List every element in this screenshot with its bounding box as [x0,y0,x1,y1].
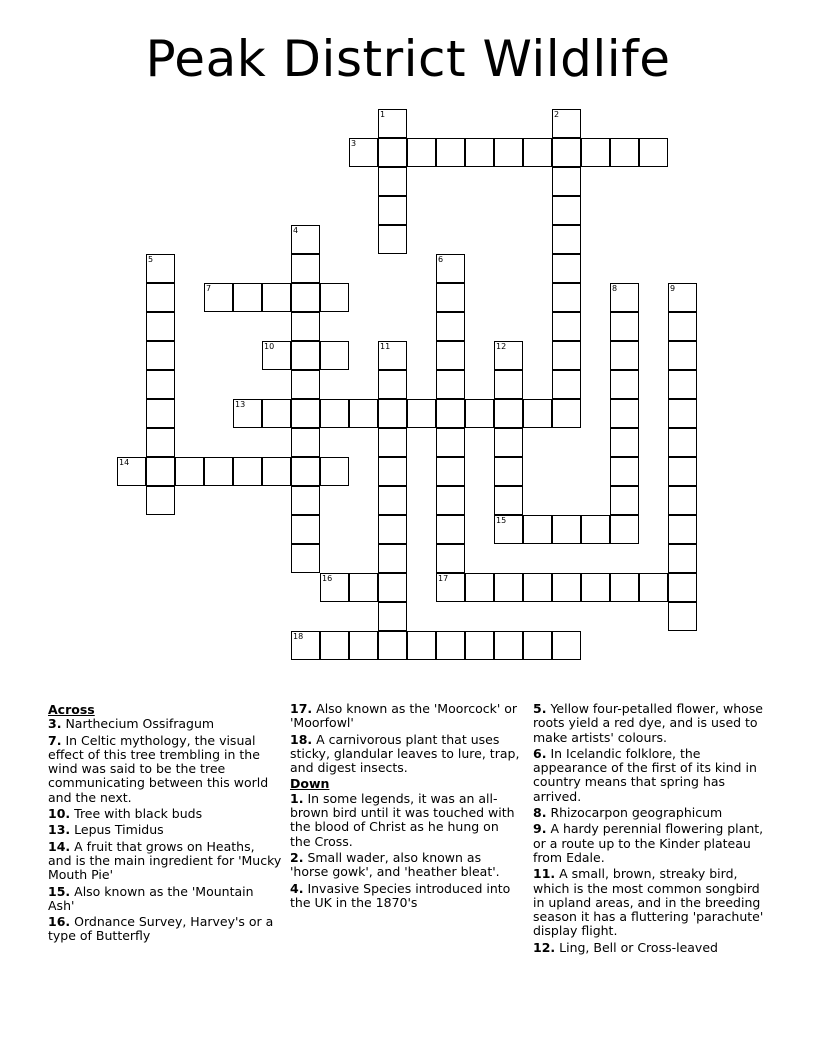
grid-cell[interactable] [581,573,610,602]
grid-cell[interactable] [378,167,407,196]
clue-text: Lepus Timidus [74,822,164,838]
clue-number: 7. [48,732,62,748]
across-clue [48,734,282,805]
clue-number: 10. [48,806,71,822]
grid-cell[interactable] [465,138,494,167]
across-clue [290,702,522,731]
down-clue [533,806,769,820]
grid-cell[interactable] [291,312,320,341]
down-clue [290,882,522,911]
grid-cell[interactable] [610,515,639,544]
cell-number: 13 [235,400,246,409]
cell-number: 15 [496,516,507,525]
across-clue [48,885,282,914]
grid-cell[interactable] [378,138,407,167]
clue-text: Narthecium Ossifragum [65,716,215,732]
grid-cell[interactable] [610,486,639,515]
grid-cell[interactable] [291,341,320,370]
grid-cell[interactable] [320,631,349,660]
clue-text: Small wader, also known as 'horse gowk', and 'heather bleat'. [290,849,500,880]
grid-cell[interactable] [378,631,407,660]
grid-cell[interactable] [436,254,465,283]
cell-number: 17 [438,574,449,583]
clue-text: A fruit that grows on Heaths, and is the main ingredient for 'Mucky Mouth Pie' [48,838,282,883]
grid-cell[interactable] [407,138,436,167]
clue-text: A small, brown, streaky bird, which is the most common songbird in upland areas, and in the breeding season it has a fluttering 'parachute' display flight. [533,866,764,939]
grid-cell[interactable] [349,631,378,660]
grid-cell[interactable] [291,486,320,515]
grid-cell[interactable] [610,341,639,370]
grid-cell[interactable] [610,457,639,486]
down-clue [290,792,522,849]
across-clue [48,807,282,821]
grid-cell[interactable] [610,428,639,457]
grid-cell[interactable] [378,225,407,254]
grid-cell[interactable] [378,544,407,573]
grid-cell[interactable] [552,167,581,196]
grid-cell[interactable] [436,283,465,312]
grid-cell[interactable] [378,602,407,631]
grid-cell[interactable] [291,399,320,428]
grid-cell[interactable] [494,515,523,544]
clue-number: 18. [290,731,313,747]
grid-cell[interactable] [378,457,407,486]
grid-cell[interactable] [320,457,349,486]
grid-cell[interactable] [523,515,552,544]
cell-number: 4 [293,226,299,235]
clue-number: 9. [533,821,547,837]
grid-cell[interactable] [146,341,175,370]
grid-cell[interactable] [552,196,581,225]
across-clue [290,733,522,776]
cell-number: 11 [380,342,391,351]
grid-cell[interactable] [233,399,262,428]
grid-cell[interactable] [436,486,465,515]
grid-cell[interactable] [610,573,639,602]
clue-number: 17. [290,701,313,716]
grid-cell[interactable] [117,457,146,486]
cell-number: 18 [293,632,304,641]
clue-text: Ordnance Survey, Harvey's or a type of Butterfly [48,914,274,944]
cell-number: 6 [438,255,444,264]
grid-cell[interactable] [291,225,320,254]
clue-text: Invasive Species introduced into the UK in the 1870's [290,880,511,910]
across-clue [48,840,282,883]
grid-cell[interactable] [291,428,320,457]
clue-text: A carnivorous plant that uses sticky, glandular leaves to lure, trap, and digest insects. [290,731,520,776]
grid-cell[interactable] [581,515,610,544]
clue-number: 11. [533,866,556,882]
grid-cell[interactable] [668,341,697,370]
across-clue [48,717,282,731]
cell-number: 1 [380,110,386,119]
grid-cell[interactable] [552,254,581,283]
across-heading: Across [48,702,95,717]
grid-cell[interactable] [494,573,523,602]
grid-cell[interactable] [204,283,233,312]
down-clue [290,851,522,880]
grid-cell[interactable] [378,196,407,225]
grid-cell[interactable] [668,312,697,341]
clue-column-3 [533,702,769,957]
clue-number: 4. [290,880,304,896]
grid-cell[interactable] [262,283,291,312]
down-clue [533,867,769,938]
clue-number: 2. [290,849,304,865]
grid-cell[interactable] [552,283,581,312]
grid-cell[interactable] [262,457,291,486]
grid-cell[interactable] [320,341,349,370]
grid-cell[interactable] [233,457,262,486]
grid-cell[interactable] [349,573,378,602]
clue-column-1 [48,702,282,946]
clue-number: 15. [48,883,71,899]
grid-cell[interactable] [610,312,639,341]
grid-cell[interactable] [291,515,320,544]
grid-cell[interactable] [436,370,465,399]
clue-text: Rhizocarpon geographicum [550,805,723,821]
grid-cell[interactable] [668,544,697,573]
clue-text: In some legends, it was an all-brown bird until it was touched with the blood of Christ as he hung on the Cross. [290,790,515,849]
puzzle-title: Peak District Wildlife [145,30,671,88]
grid-cell[interactable] [668,486,697,515]
grid-cell[interactable] [494,428,523,457]
clue-number: 14. [48,838,71,854]
grid-cell[interactable] [291,457,320,486]
grid-cell[interactable] [610,399,639,428]
clue-text: In Icelandic folklore, the appearance of the first of its kind in country means that spring has arrived. [533,745,757,804]
clue-text: Ling, Bell or Cross-leaved [559,939,718,955]
grid-cell[interactable] [494,457,523,486]
cell-number: 10 [264,342,275,351]
cell-number: 8 [612,284,618,293]
grid-cell[interactable] [465,399,494,428]
grid-cell[interactable] [552,399,581,428]
down-clue [533,822,769,865]
down-clue [533,941,769,955]
grid-cell[interactable] [552,341,581,370]
down-clue [533,747,769,804]
grid-cell[interactable] [465,573,494,602]
grid-cell[interactable] [494,138,523,167]
grid-cell[interactable] [523,631,552,660]
grid-cell[interactable] [668,515,697,544]
grid-cell[interactable] [378,428,407,457]
grid-cell[interactable] [146,486,175,515]
grid-cell[interactable] [610,138,639,167]
grid-cell[interactable] [436,457,465,486]
clue-number: 5. [533,701,547,716]
grid-cell[interactable] [436,515,465,544]
grid-cell[interactable] [146,370,175,399]
grid-cell[interactable] [320,283,349,312]
grid-cell[interactable] [262,341,291,370]
grid-cell[interactable] [349,399,378,428]
grid-cell[interactable] [436,573,465,602]
clue-text: Yellow four-petalled flower, whose roots yield a red dye, and is used to make artists' colours. [533,701,763,745]
clue-number: 13. [48,822,71,838]
clue-text: A hardy perennial flowering plant, or a route up to the Kinder plateau from Edale. [533,821,764,865]
grid-cell[interactable] [610,370,639,399]
cell-number: 16 [322,574,333,583]
clue-column-2 [290,702,522,912]
grid-cell[interactable] [552,515,581,544]
grid-cell[interactable] [378,486,407,515]
grid-cell[interactable] [668,573,697,602]
grid-cell[interactable] [523,573,552,602]
clue-number: 6. [533,745,547,761]
grid-cell[interactable] [581,138,610,167]
across-clue [48,915,282,944]
grid-cell[interactable] [494,341,523,370]
grid-cell[interactable] [552,109,581,138]
grid-cell[interactable] [378,109,407,138]
grid-cell[interactable] [465,631,494,660]
clue-text: Also known as the 'Mountain Ash' [48,883,254,913]
grid-cell[interactable] [291,283,320,312]
grid-cell[interactable] [436,341,465,370]
grid-cell[interactable] [494,399,523,428]
grid-cell[interactable] [262,399,291,428]
grid-cell[interactable] [639,138,668,167]
grid-cell[interactable] [146,254,175,283]
clue-text: In Celtic mythology, the visual effect of this tree trembling in the wind was said to be the tree communicating between this world and the next. [48,732,269,805]
clue-number: 1. [290,790,304,806]
down-heading: Down [290,776,330,792]
grid-cell[interactable] [436,312,465,341]
grid-cell[interactable] [436,631,465,660]
grid-cell[interactable] [146,457,175,486]
grid-cell[interactable] [552,573,581,602]
clue-number: 3. [48,716,62,732]
grid-cell[interactable] [552,138,581,167]
grid-cell[interactable] [320,399,349,428]
clue-number: 16. [48,914,71,930]
grid-cell[interactable] [668,602,697,631]
grid-cell[interactable] [668,457,697,486]
clue-number: 12. [533,939,556,955]
grid-cell[interactable] [146,283,175,312]
grid-cell[interactable] [175,457,204,486]
grid-cell[interactable] [436,428,465,457]
grid-cell[interactable] [378,515,407,544]
grid-cell[interactable] [668,283,697,312]
grid-cell[interactable] [407,631,436,660]
grid-cell[interactable] [407,399,436,428]
grid-cell[interactable] [523,399,552,428]
cell-number: 7 [206,284,212,293]
grid-cell[interactable] [668,428,697,457]
grid-cell[interactable] [146,399,175,428]
cell-number: 5 [148,255,154,264]
grid-cell[interactable] [291,254,320,283]
grid-cell[interactable] [639,573,668,602]
grid-cell[interactable] [552,370,581,399]
grid-cell[interactable] [378,370,407,399]
grid-cell[interactable] [349,138,378,167]
grid-cell[interactable] [291,544,320,573]
grid-cell[interactable] [668,399,697,428]
grid-cell[interactable] [233,283,262,312]
grid-cell[interactable] [668,370,697,399]
grid-cell[interactable] [494,486,523,515]
grid-cell[interactable] [204,457,233,486]
cell-number: 2 [554,110,560,119]
down-clue [533,702,769,745]
cell-number: 3 [351,139,357,148]
grid-cell[interactable] [146,312,175,341]
grid-cell[interactable] [610,283,639,312]
grid-cell[interactable] [291,370,320,399]
clue-text: Tree with black buds [74,806,203,822]
grid-cell[interactable] [494,631,523,660]
cell-number: 14 [119,458,130,467]
grid-cell[interactable] [378,399,407,428]
grid-cell[interactable] [291,631,320,660]
grid-cell[interactable] [552,225,581,254]
grid-cell[interactable] [494,370,523,399]
grid-cell[interactable] [436,544,465,573]
grid-cell[interactable] [552,631,581,660]
grid-cell[interactable] [523,138,552,167]
cell-number: 9 [670,284,676,293]
grid-cell[interactable] [378,341,407,370]
grid-cell[interactable] [436,399,465,428]
cell-number: 12 [496,342,507,351]
grid-cell[interactable] [320,573,349,602]
grid-cell[interactable] [552,312,581,341]
grid-cell[interactable] [436,138,465,167]
grid-cell[interactable] [378,573,407,602]
clue-text: Also known as the 'Moorcock' or 'Moorfowl' [290,701,518,731]
clue-number: 8. [533,805,547,821]
across-clue [48,823,282,837]
grid-cell[interactable] [146,428,175,457]
